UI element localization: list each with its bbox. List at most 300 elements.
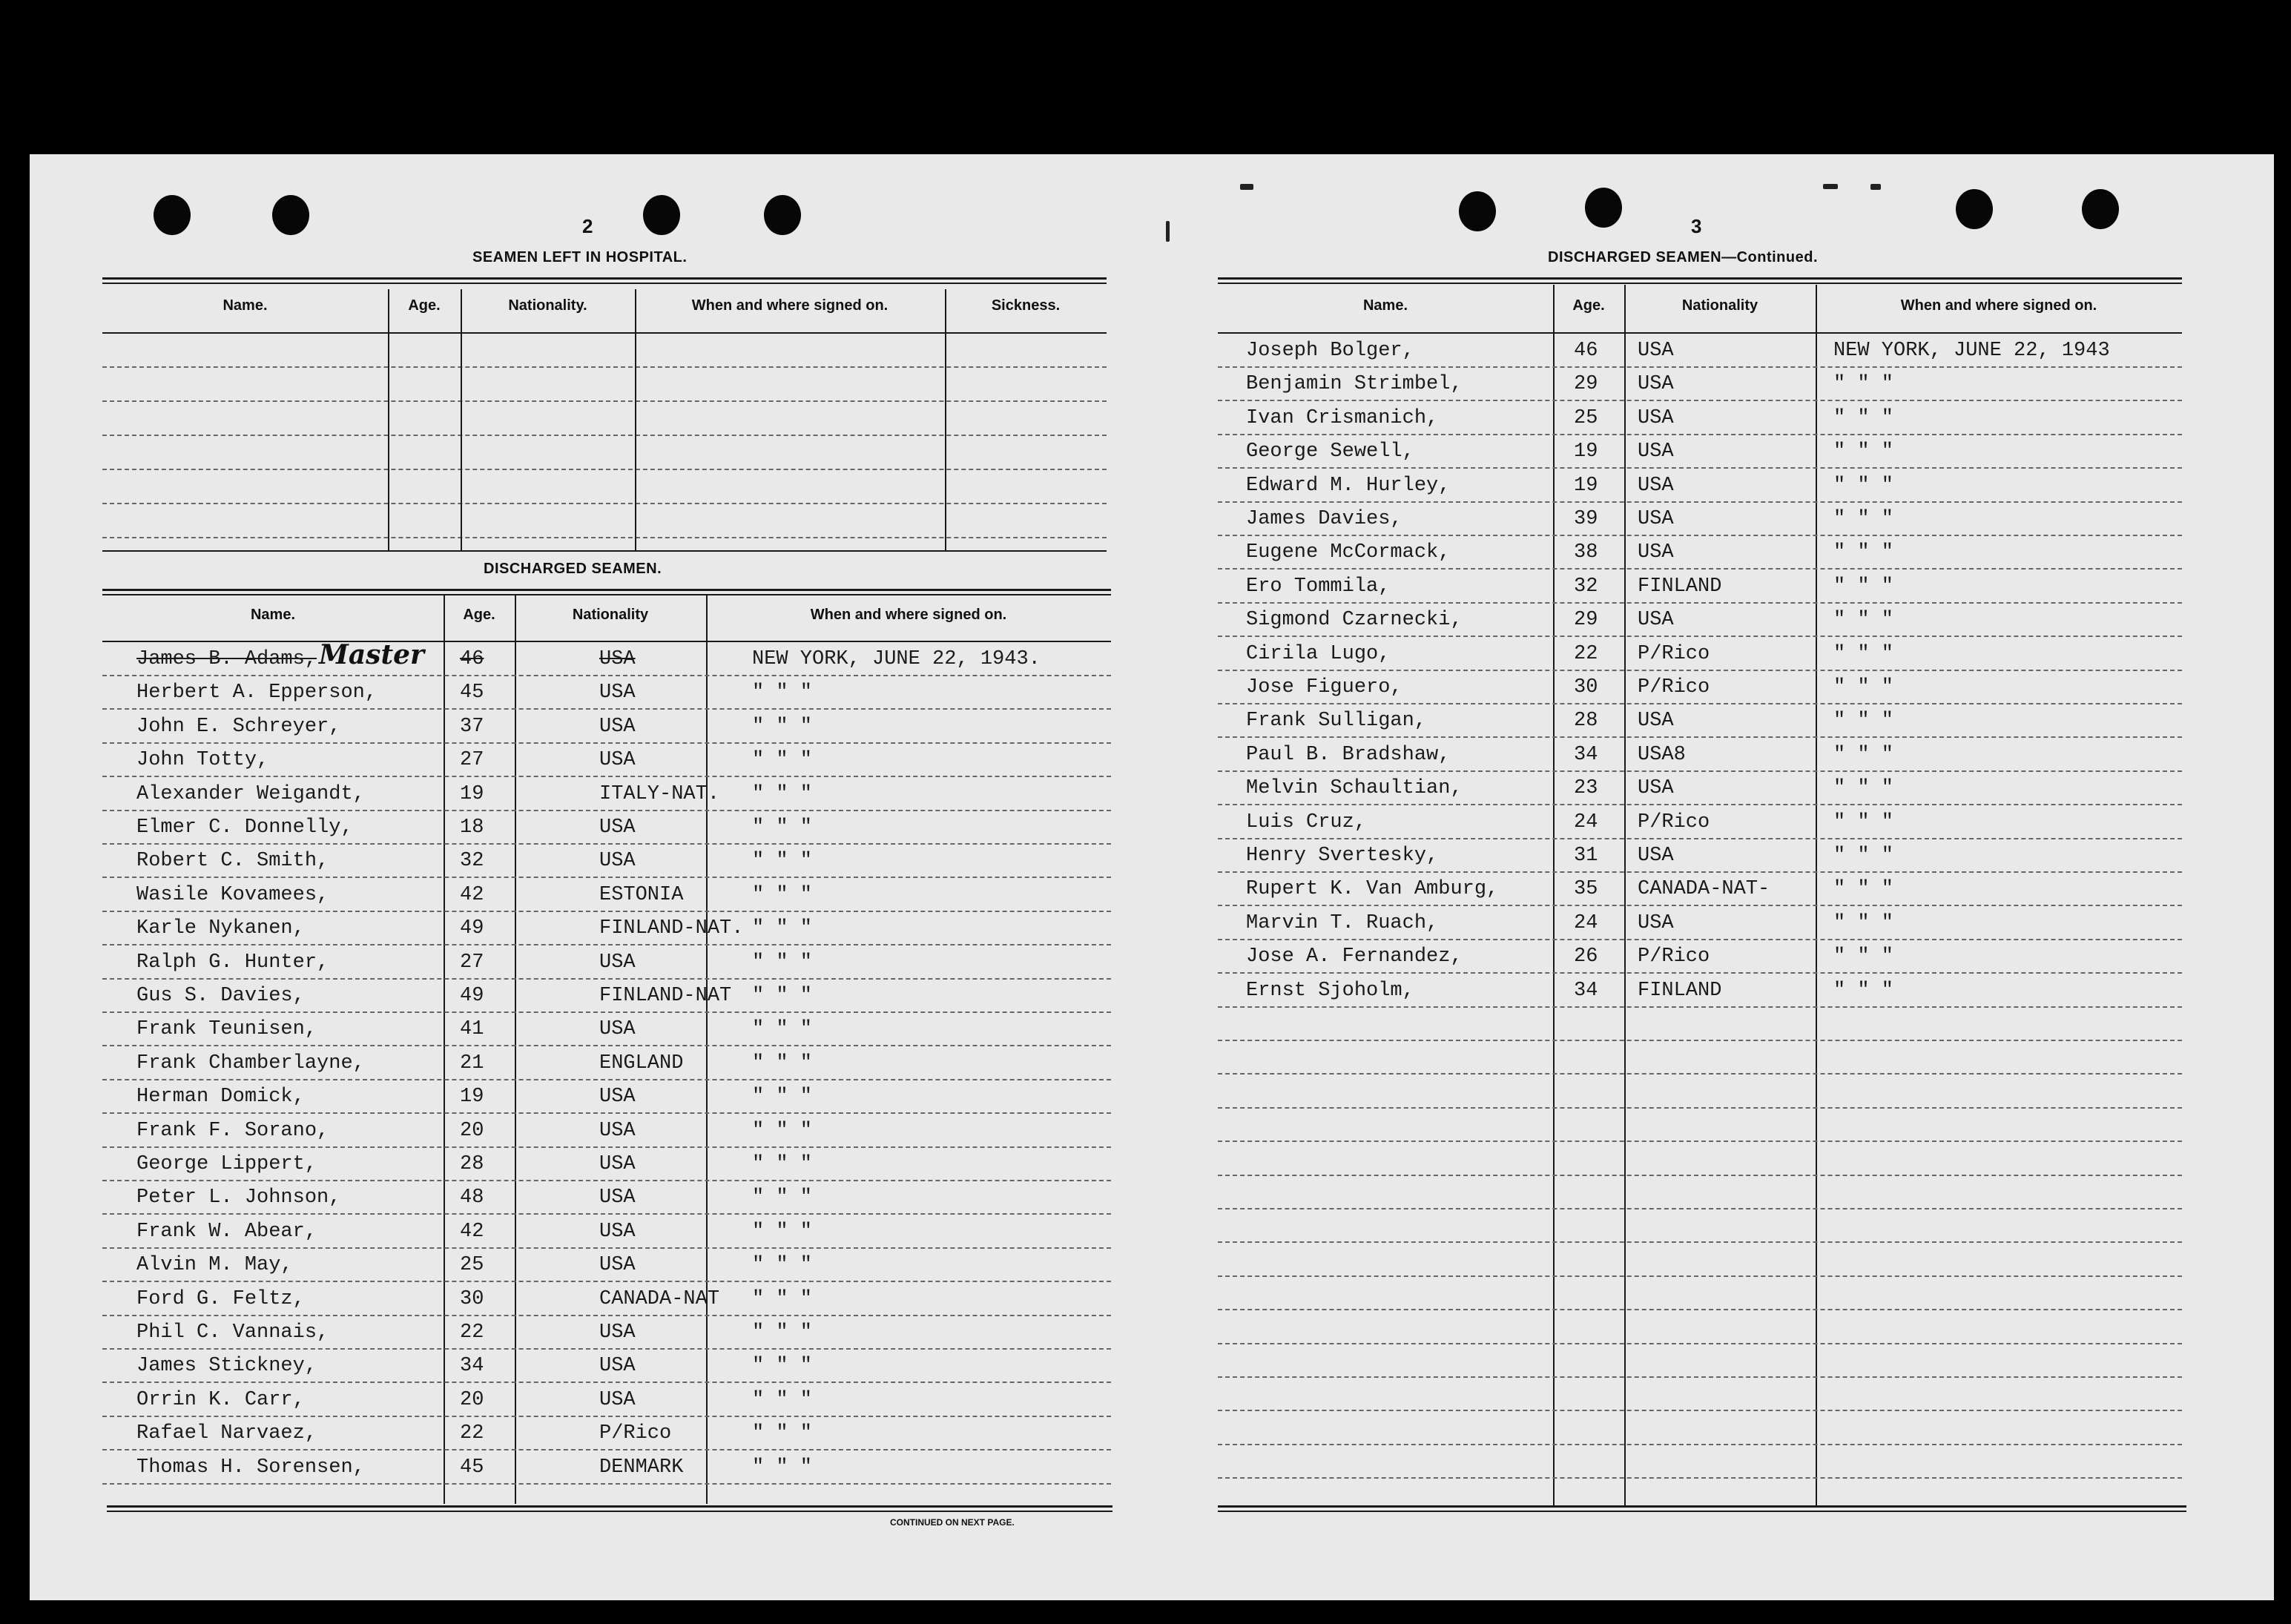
table-row bbox=[102, 1384, 1111, 1417]
seaman-nationality: USA bbox=[1638, 609, 1674, 632]
seaman-signed-on: " " " bbox=[752, 951, 813, 974]
col-header-name: Name. bbox=[1362, 297, 1408, 314]
table-row bbox=[1218, 874, 2182, 906]
row-rule bbox=[1218, 871, 2182, 873]
handwritten-note: Master bbox=[319, 639, 424, 670]
table-row bbox=[102, 745, 1111, 777]
seaman-age: 27 bbox=[460, 951, 484, 974]
seaman-name: John E. Schreyer, bbox=[136, 715, 341, 738]
col-header-name: Name. bbox=[250, 607, 296, 623]
seaman-name: Ralph G. Hunter, bbox=[136, 951, 329, 974]
table-row bbox=[102, 639, 1111, 676]
seaman-age: 38 bbox=[1574, 541, 1598, 564]
row-rule bbox=[1218, 939, 2182, 940]
seaman-age: 28 bbox=[460, 1153, 484, 1175]
seaman-signed-on: " " " bbox=[752, 749, 813, 772]
row-rule bbox=[1218, 770, 2182, 772]
seaman-name: Rafael Narvaez, bbox=[136, 1422, 317, 1445]
seaman-signed-on: NEW YORK, JUNE 22, 1943. bbox=[752, 648, 1041, 670]
seaman-nationality: USA bbox=[599, 1018, 636, 1041]
seaman-signed-on: " " " bbox=[1833, 911, 1894, 934]
seaman-nationality: USA bbox=[1638, 845, 1674, 867]
seaman-nationality: ENGLAND bbox=[599, 1052, 684, 1075]
table-row bbox=[102, 1115, 1111, 1148]
table-row bbox=[102, 1149, 1111, 1181]
table-row bbox=[1218, 672, 2182, 704]
row-rule bbox=[102, 1348, 1111, 1350]
seaman-age: 19 bbox=[1574, 474, 1598, 497]
seaman-name: Elmer C. Donnelly, bbox=[136, 816, 353, 839]
seaman-age: 31 bbox=[1574, 845, 1598, 867]
seaman-signed-on: " " " bbox=[1833, 845, 1894, 867]
seaman-age: 25 bbox=[1574, 406, 1598, 429]
seaman-signed-on: " " " bbox=[1833, 440, 1894, 463]
seaman-nationality: USA bbox=[1638, 474, 1674, 497]
seaman-signed-on: " " " bbox=[1833, 878, 1894, 901]
seaman-nationality: P/Rico bbox=[1638, 945, 1710, 968]
row-rule bbox=[102, 1146, 1111, 1148]
seaman-name: Karle Nykanen, bbox=[136, 917, 305, 940]
row-rule bbox=[102, 911, 1111, 912]
seaman-nationality: USA bbox=[599, 648, 636, 670]
table-row bbox=[1218, 1177, 2182, 1209]
row-rule bbox=[102, 1180, 1111, 1181]
seaman-age: 49 bbox=[460, 985, 484, 1007]
seaman-age: 19 bbox=[460, 782, 484, 805]
table-rule bbox=[102, 589, 1111, 591]
seaman-name: Robert C. Smith, bbox=[136, 850, 329, 873]
table-row bbox=[1218, 1210, 2182, 1243]
seaman-name: Herman Domick, bbox=[136, 1086, 305, 1109]
left-page bbox=[30, 154, 1142, 1600]
table-row bbox=[1218, 1413, 2182, 1445]
seaman-signed-on: " " " bbox=[1833, 676, 1894, 699]
seaman-nationality: DENMARK bbox=[599, 1456, 684, 1479]
col-header-nationality: Nationality bbox=[1681, 297, 1758, 314]
row-rule bbox=[102, 1112, 1111, 1114]
seaman-name: Edward M. Hurley, bbox=[1246, 474, 1451, 497]
right-page bbox=[1142, 154, 2274, 1600]
seaman-nationality: USA bbox=[1638, 406, 1674, 429]
seaman-signed-on: " " " bbox=[1833, 945, 1894, 968]
row-rule bbox=[1218, 1107, 2182, 1109]
seaman-nationality: CANADA-NAT bbox=[599, 1287, 720, 1310]
row-rule bbox=[1218, 1309, 2182, 1310]
seaman-signed-on: " " " bbox=[752, 1153, 813, 1175]
row-rule bbox=[102, 1247, 1111, 1249]
seaman-name: Frank Sulligan, bbox=[1246, 710, 1427, 733]
seaman-signed-on: " " " bbox=[1833, 811, 1894, 834]
document-sheet bbox=[30, 154, 2274, 1600]
seaman-age: 20 bbox=[460, 1119, 484, 1142]
seaman-signed-on: " " " bbox=[752, 1186, 813, 1209]
row-rule bbox=[1218, 400, 2182, 401]
seaman-name: Joseph Bolger, bbox=[1246, 340, 1414, 362]
seaman-age: 20 bbox=[460, 1388, 484, 1411]
row-rule bbox=[1218, 972, 2182, 974]
seaman-nationality: USA bbox=[599, 951, 636, 974]
seaman-age: 28 bbox=[1574, 710, 1598, 733]
seaman-age: 30 bbox=[460, 1287, 484, 1310]
seaman-signed-on: " " " bbox=[752, 1220, 813, 1243]
row-rule bbox=[1218, 1006, 2182, 1008]
seaman-age: 27 bbox=[460, 749, 484, 772]
seaman-name: Ivan Crismanich, bbox=[1246, 406, 1439, 429]
seaman-age: 34 bbox=[460, 1355, 484, 1378]
seaman-nationality: USA bbox=[599, 1153, 636, 1175]
seaman-nationality: USA bbox=[1638, 373, 1674, 396]
seaman-nationality: USA bbox=[599, 1220, 636, 1243]
discharged-table-body bbox=[102, 639, 1111, 1504]
table-row bbox=[102, 1418, 1111, 1450]
table-row bbox=[1218, 1109, 2182, 1142]
seaman-age: 30 bbox=[1574, 676, 1598, 699]
header-rule bbox=[102, 641, 1111, 642]
row-rule bbox=[102, 469, 1107, 470]
seaman-nationality: USA bbox=[599, 715, 636, 738]
row-rule bbox=[102, 708, 1111, 710]
discharged-section-title: DISCHARGED SEAMEN. bbox=[484, 561, 662, 577]
table-row bbox=[102, 845, 1111, 878]
table-row bbox=[102, 812, 1111, 845]
discharged-continued-table-body bbox=[1218, 335, 2182, 1505]
col-header-age: Age. bbox=[408, 297, 441, 314]
seaman-nationality: FINLAND-NAT bbox=[599, 985, 732, 1007]
table-row bbox=[1218, 369, 2182, 401]
row-rule bbox=[102, 537, 1107, 538]
seaman-name: Benjamin Strimbel, bbox=[1246, 373, 1463, 396]
seaman-name: Ero Tommila, bbox=[1246, 575, 1391, 598]
seaman-nationality: ESTONIA bbox=[599, 883, 684, 906]
seaman-age: 23 bbox=[1574, 777, 1598, 800]
seaman-nationality: P/Rico bbox=[1638, 676, 1710, 699]
table-row bbox=[1218, 403, 2182, 435]
header-rule bbox=[1218, 332, 2182, 334]
seaman-signed-on: " " " bbox=[1833, 710, 1894, 733]
row-rule bbox=[1218, 1275, 2182, 1277]
col-divider bbox=[388, 289, 389, 550]
col-header-nationality: Nationality bbox=[572, 607, 649, 623]
seaman-age: 42 bbox=[460, 883, 484, 906]
col-header-signed-on: When and where signed on. bbox=[691, 297, 889, 314]
seaman-age: 19 bbox=[460, 1086, 484, 1109]
row-rule bbox=[1218, 1410, 2182, 1411]
row-rule bbox=[102, 400, 1107, 402]
seaman-nationality: USA bbox=[599, 749, 636, 772]
seaman-signed-on: " " " bbox=[752, 985, 813, 1007]
seaman-signed-on: " " " bbox=[1833, 508, 1894, 530]
seaman-name: James Stickney, bbox=[136, 1355, 317, 1378]
row-rule bbox=[102, 1045, 1111, 1046]
seaman-nationality: P/Rico bbox=[1638, 811, 1710, 834]
table-row bbox=[102, 677, 1111, 710]
row-rule bbox=[102, 742, 1111, 744]
seaman-signed-on: " " " bbox=[1833, 474, 1894, 497]
table-row bbox=[1218, 807, 2182, 839]
seaman-signed-on: " " " bbox=[752, 1355, 813, 1378]
table-row bbox=[1218, 941, 2182, 974]
seaman-signed-on: " " " bbox=[1833, 743, 1894, 766]
seaman-age: 45 bbox=[460, 681, 484, 704]
table-row bbox=[102, 879, 1111, 912]
col-divider bbox=[635, 289, 636, 550]
seaman-signed-on: " " " bbox=[752, 715, 813, 738]
seaman-name: Frank F. Sorano, bbox=[136, 1119, 329, 1142]
seaman-name: Luis Cruz, bbox=[1246, 811, 1367, 834]
seaman-signed-on: " " " bbox=[1833, 777, 1894, 800]
seaman-nationality: FINLAND bbox=[1638, 979, 1722, 1002]
col-header-sickness: Sickness. bbox=[991, 297, 1061, 314]
row-rule bbox=[1218, 1141, 2182, 1142]
seaman-name: Jose Figuero, bbox=[1246, 676, 1402, 699]
table-row bbox=[102, 1350, 1111, 1383]
seaman-nationality: FINLAND-NAT. bbox=[599, 917, 744, 940]
seaman-nationality: USA bbox=[1638, 710, 1674, 733]
row-rule bbox=[1218, 568, 2182, 570]
seaman-nationality: USA bbox=[1638, 777, 1674, 800]
seaman-nationality: P/Rico bbox=[1638, 642, 1710, 665]
seaman-age: 25 bbox=[460, 1254, 484, 1277]
row-rule bbox=[102, 1213, 1111, 1215]
seaman-nationality: USA bbox=[599, 1119, 636, 1142]
seaman-age: 48 bbox=[460, 1186, 484, 1209]
seaman-signed-on: " " " bbox=[752, 1388, 813, 1411]
seaman-signed-on: " " " bbox=[1833, 642, 1894, 665]
seaman-age: 34 bbox=[1574, 979, 1598, 1002]
row-rule bbox=[1218, 804, 2182, 805]
row-rule bbox=[1218, 434, 2182, 435]
seaman-signed-on: " " " bbox=[1833, 575, 1894, 598]
table-row bbox=[102, 711, 1111, 744]
row-rule bbox=[102, 1079, 1111, 1080]
seaman-name: Frank W. Abear, bbox=[136, 1220, 317, 1243]
table-row bbox=[102, 1081, 1111, 1114]
table-row bbox=[102, 1182, 1111, 1215]
seaman-signed-on: " " " bbox=[1833, 979, 1894, 1002]
seaman-name: Ford G. Feltz, bbox=[136, 1287, 305, 1310]
row-rule bbox=[102, 1011, 1111, 1013]
seaman-signed-on: " " " bbox=[752, 816, 813, 839]
row-rule bbox=[102, 366, 1107, 368]
table-row bbox=[102, 913, 1111, 945]
page-number: 2 bbox=[582, 215, 593, 237]
col-header-nationality: Nationality. bbox=[508, 297, 587, 314]
row-rule bbox=[102, 1483, 1111, 1485]
table-row bbox=[102, 1014, 1111, 1046]
seaman-name: Rupert K. Van Amburg, bbox=[1246, 878, 1499, 901]
seaman-name: Thomas H. Sorensen, bbox=[136, 1456, 365, 1479]
seaman-nationality: USA bbox=[599, 816, 636, 839]
seaman-age: 22 bbox=[1574, 642, 1598, 665]
table-row bbox=[1218, 1076, 2182, 1109]
table-rule bbox=[1218, 277, 2182, 280]
table-row bbox=[1218, 773, 2182, 805]
table-rule bbox=[107, 1505, 1112, 1508]
seaman-name: Henry Svertesky, bbox=[1246, 845, 1439, 867]
row-rule bbox=[102, 877, 1111, 878]
table-row bbox=[1218, 1244, 2182, 1277]
row-rule bbox=[1218, 1376, 2182, 1378]
table-row bbox=[1218, 1143, 2182, 1176]
table-row bbox=[1218, 604, 2182, 637]
table-rule bbox=[102, 277, 1107, 280]
seaman-name: James B. Adams, bbox=[136, 648, 317, 670]
seaman-signed-on: " " " bbox=[1833, 609, 1894, 632]
seaman-signed-on: NEW YORK, JUNE 22, 1943 bbox=[1833, 340, 2110, 362]
seaman-age: 46 bbox=[1574, 340, 1598, 362]
seaman-name: Sigmond Czarnecki, bbox=[1246, 609, 1463, 632]
seaman-nationality: USA bbox=[599, 1086, 636, 1109]
seaman-name: Jose A. Fernandez, bbox=[1246, 945, 1463, 968]
row-rule bbox=[1218, 501, 2182, 503]
seaman-age: 22 bbox=[460, 1321, 484, 1344]
header-rule bbox=[102, 332, 1107, 334]
seaman-age: 35 bbox=[1574, 878, 1598, 901]
seaman-name: Cirila Lugo, bbox=[1246, 642, 1391, 665]
table-row bbox=[1218, 739, 2182, 772]
seaman-name: John Totty, bbox=[136, 749, 269, 772]
row-rule bbox=[102, 1382, 1111, 1383]
seaman-nationality: ITALY-NAT. bbox=[599, 782, 720, 805]
table-row bbox=[102, 947, 1111, 980]
seaman-name: Melvin Schaultian, bbox=[1246, 777, 1463, 800]
seaman-nationality: CANADA-NAT- bbox=[1638, 878, 1770, 901]
row-rule bbox=[1218, 1241, 2182, 1243]
seaman-nationality: USA bbox=[599, 1186, 636, 1209]
seaman-nationality: USA bbox=[1638, 911, 1674, 934]
table-row bbox=[102, 1250, 1111, 1282]
col-header-signed-on: When and where signed on. bbox=[1900, 297, 2097, 314]
seaman-age: 45 bbox=[460, 1456, 484, 1479]
seaman-name: Phil C. Vannais, bbox=[136, 1321, 329, 1344]
seaman-age: 29 bbox=[1574, 609, 1598, 632]
seaman-name: Marvin T. Ruach, bbox=[1246, 911, 1439, 934]
seaman-signed-on: " " " bbox=[752, 1018, 813, 1041]
col-header-age: Age. bbox=[1572, 297, 1605, 314]
continued-note: CONTINUED ON NEXT PAGE. bbox=[890, 1517, 1015, 1528]
seaman-age: 34 bbox=[1574, 743, 1598, 766]
seaman-signed-on: " " " bbox=[752, 1052, 813, 1075]
seaman-nationality: P/Rico bbox=[599, 1422, 672, 1445]
seaman-name: Peter L. Johnson, bbox=[136, 1186, 341, 1209]
col-header-age: Age. bbox=[463, 607, 495, 623]
table-row bbox=[1218, 1278, 2182, 1310]
table-row bbox=[1218, 1446, 2182, 1479]
table-row bbox=[102, 1317, 1111, 1350]
table-row bbox=[102, 980, 1111, 1013]
seaman-age: 24 bbox=[1574, 911, 1598, 934]
seaman-age: 19 bbox=[1574, 440, 1598, 463]
seaman-name: George Sewell, bbox=[1246, 440, 1414, 463]
seaman-age: 26 bbox=[1574, 945, 1598, 968]
row-rule bbox=[1218, 602, 2182, 604]
seaman-nationality: USA bbox=[1638, 440, 1674, 463]
seaman-nationality: USA bbox=[599, 1321, 636, 1344]
row-rule bbox=[1218, 838, 2182, 839]
table-row bbox=[1218, 1345, 2182, 1378]
seaman-nationality: USA bbox=[599, 850, 636, 873]
table-row bbox=[1218, 1042, 2182, 1075]
table-row bbox=[1218, 1379, 2182, 1411]
seaman-signed-on: " " " bbox=[752, 782, 813, 805]
table-row bbox=[102, 779, 1111, 811]
row-rule bbox=[1218, 366, 2182, 368]
table-rule bbox=[1218, 1505, 2186, 1508]
seaman-name: Gus S. Davies, bbox=[136, 985, 305, 1007]
seaman-nationality: USA8 bbox=[1638, 743, 1686, 766]
seaman-name: Frank Chamberlayne, bbox=[136, 1052, 365, 1075]
table-row bbox=[1218, 840, 2182, 873]
row-rule bbox=[1218, 1343, 2182, 1344]
seaman-age: 24 bbox=[1574, 811, 1598, 834]
table-row bbox=[1218, 705, 2182, 738]
seaman-name: Alvin M. May, bbox=[136, 1254, 293, 1277]
row-rule bbox=[102, 1416, 1111, 1417]
seaman-signed-on: " " " bbox=[752, 883, 813, 906]
seaman-age: 18 bbox=[460, 816, 484, 839]
table-row bbox=[1218, 537, 2182, 570]
row-rule bbox=[1218, 703, 2182, 704]
row-rule bbox=[102, 1449, 1111, 1450]
seaman-name: Orrin K. Carr, bbox=[136, 1388, 305, 1411]
row-rule bbox=[1218, 636, 2182, 637]
seaman-signed-on: " " " bbox=[752, 850, 813, 873]
seaman-nationality: USA bbox=[599, 681, 636, 704]
table-row bbox=[1218, 470, 2182, 503]
col-header-signed-on: When and where signed on. bbox=[810, 607, 1007, 623]
seaman-name: Paul B. Bradshaw, bbox=[1246, 743, 1451, 766]
seaman-nationality: FINLAND bbox=[1638, 575, 1722, 598]
row-rule bbox=[102, 1281, 1111, 1282]
seaman-age: 46 bbox=[460, 648, 484, 670]
row-rule bbox=[102, 810, 1111, 811]
row-rule bbox=[1218, 1208, 2182, 1209]
seaman-name: Alexander Weigandt, bbox=[136, 782, 365, 805]
seaman-signed-on: " " " bbox=[752, 1422, 813, 1445]
table-row bbox=[1218, 436, 2182, 469]
row-rule bbox=[102, 435, 1107, 436]
seaman-signed-on: " " " bbox=[1833, 406, 1894, 429]
row-rule bbox=[1218, 1477, 2182, 1479]
seaman-signed-on: " " " bbox=[752, 681, 813, 704]
seaman-name: James Davies, bbox=[1246, 508, 1402, 530]
seaman-nationality: USA bbox=[1638, 508, 1674, 530]
seaman-name: Wasile Kovamees, bbox=[136, 883, 329, 906]
seaman-signed-on: " " " bbox=[752, 1456, 813, 1479]
seaman-age: 37 bbox=[460, 715, 484, 738]
table-row bbox=[1218, 571, 2182, 604]
table-row bbox=[102, 1216, 1111, 1249]
seaman-name: Ernst Sjoholm, bbox=[1246, 979, 1414, 1002]
seaman-signed-on: " " " bbox=[752, 1287, 813, 1310]
seaman-signed-on: " " " bbox=[1833, 541, 1894, 564]
col-divider bbox=[461, 289, 462, 550]
row-rule bbox=[102, 675, 1111, 676]
table-row bbox=[1218, 335, 2182, 368]
seaman-name: Eugene McCormack, bbox=[1246, 541, 1451, 564]
table-row bbox=[102, 1284, 1111, 1316]
seaman-nationality: USA bbox=[1638, 541, 1674, 564]
table-row bbox=[1218, 908, 2182, 940]
row-rule bbox=[1218, 1444, 2182, 1445]
seaman-nationality: USA bbox=[599, 1254, 636, 1277]
seaman-signed-on: " " " bbox=[752, 1254, 813, 1277]
table-row bbox=[1218, 504, 2182, 536]
seaman-age: 41 bbox=[460, 1018, 484, 1041]
table-row bbox=[102, 1452, 1111, 1485]
seaman-name: George Lippert, bbox=[136, 1153, 317, 1175]
row-rule bbox=[1218, 467, 2182, 469]
